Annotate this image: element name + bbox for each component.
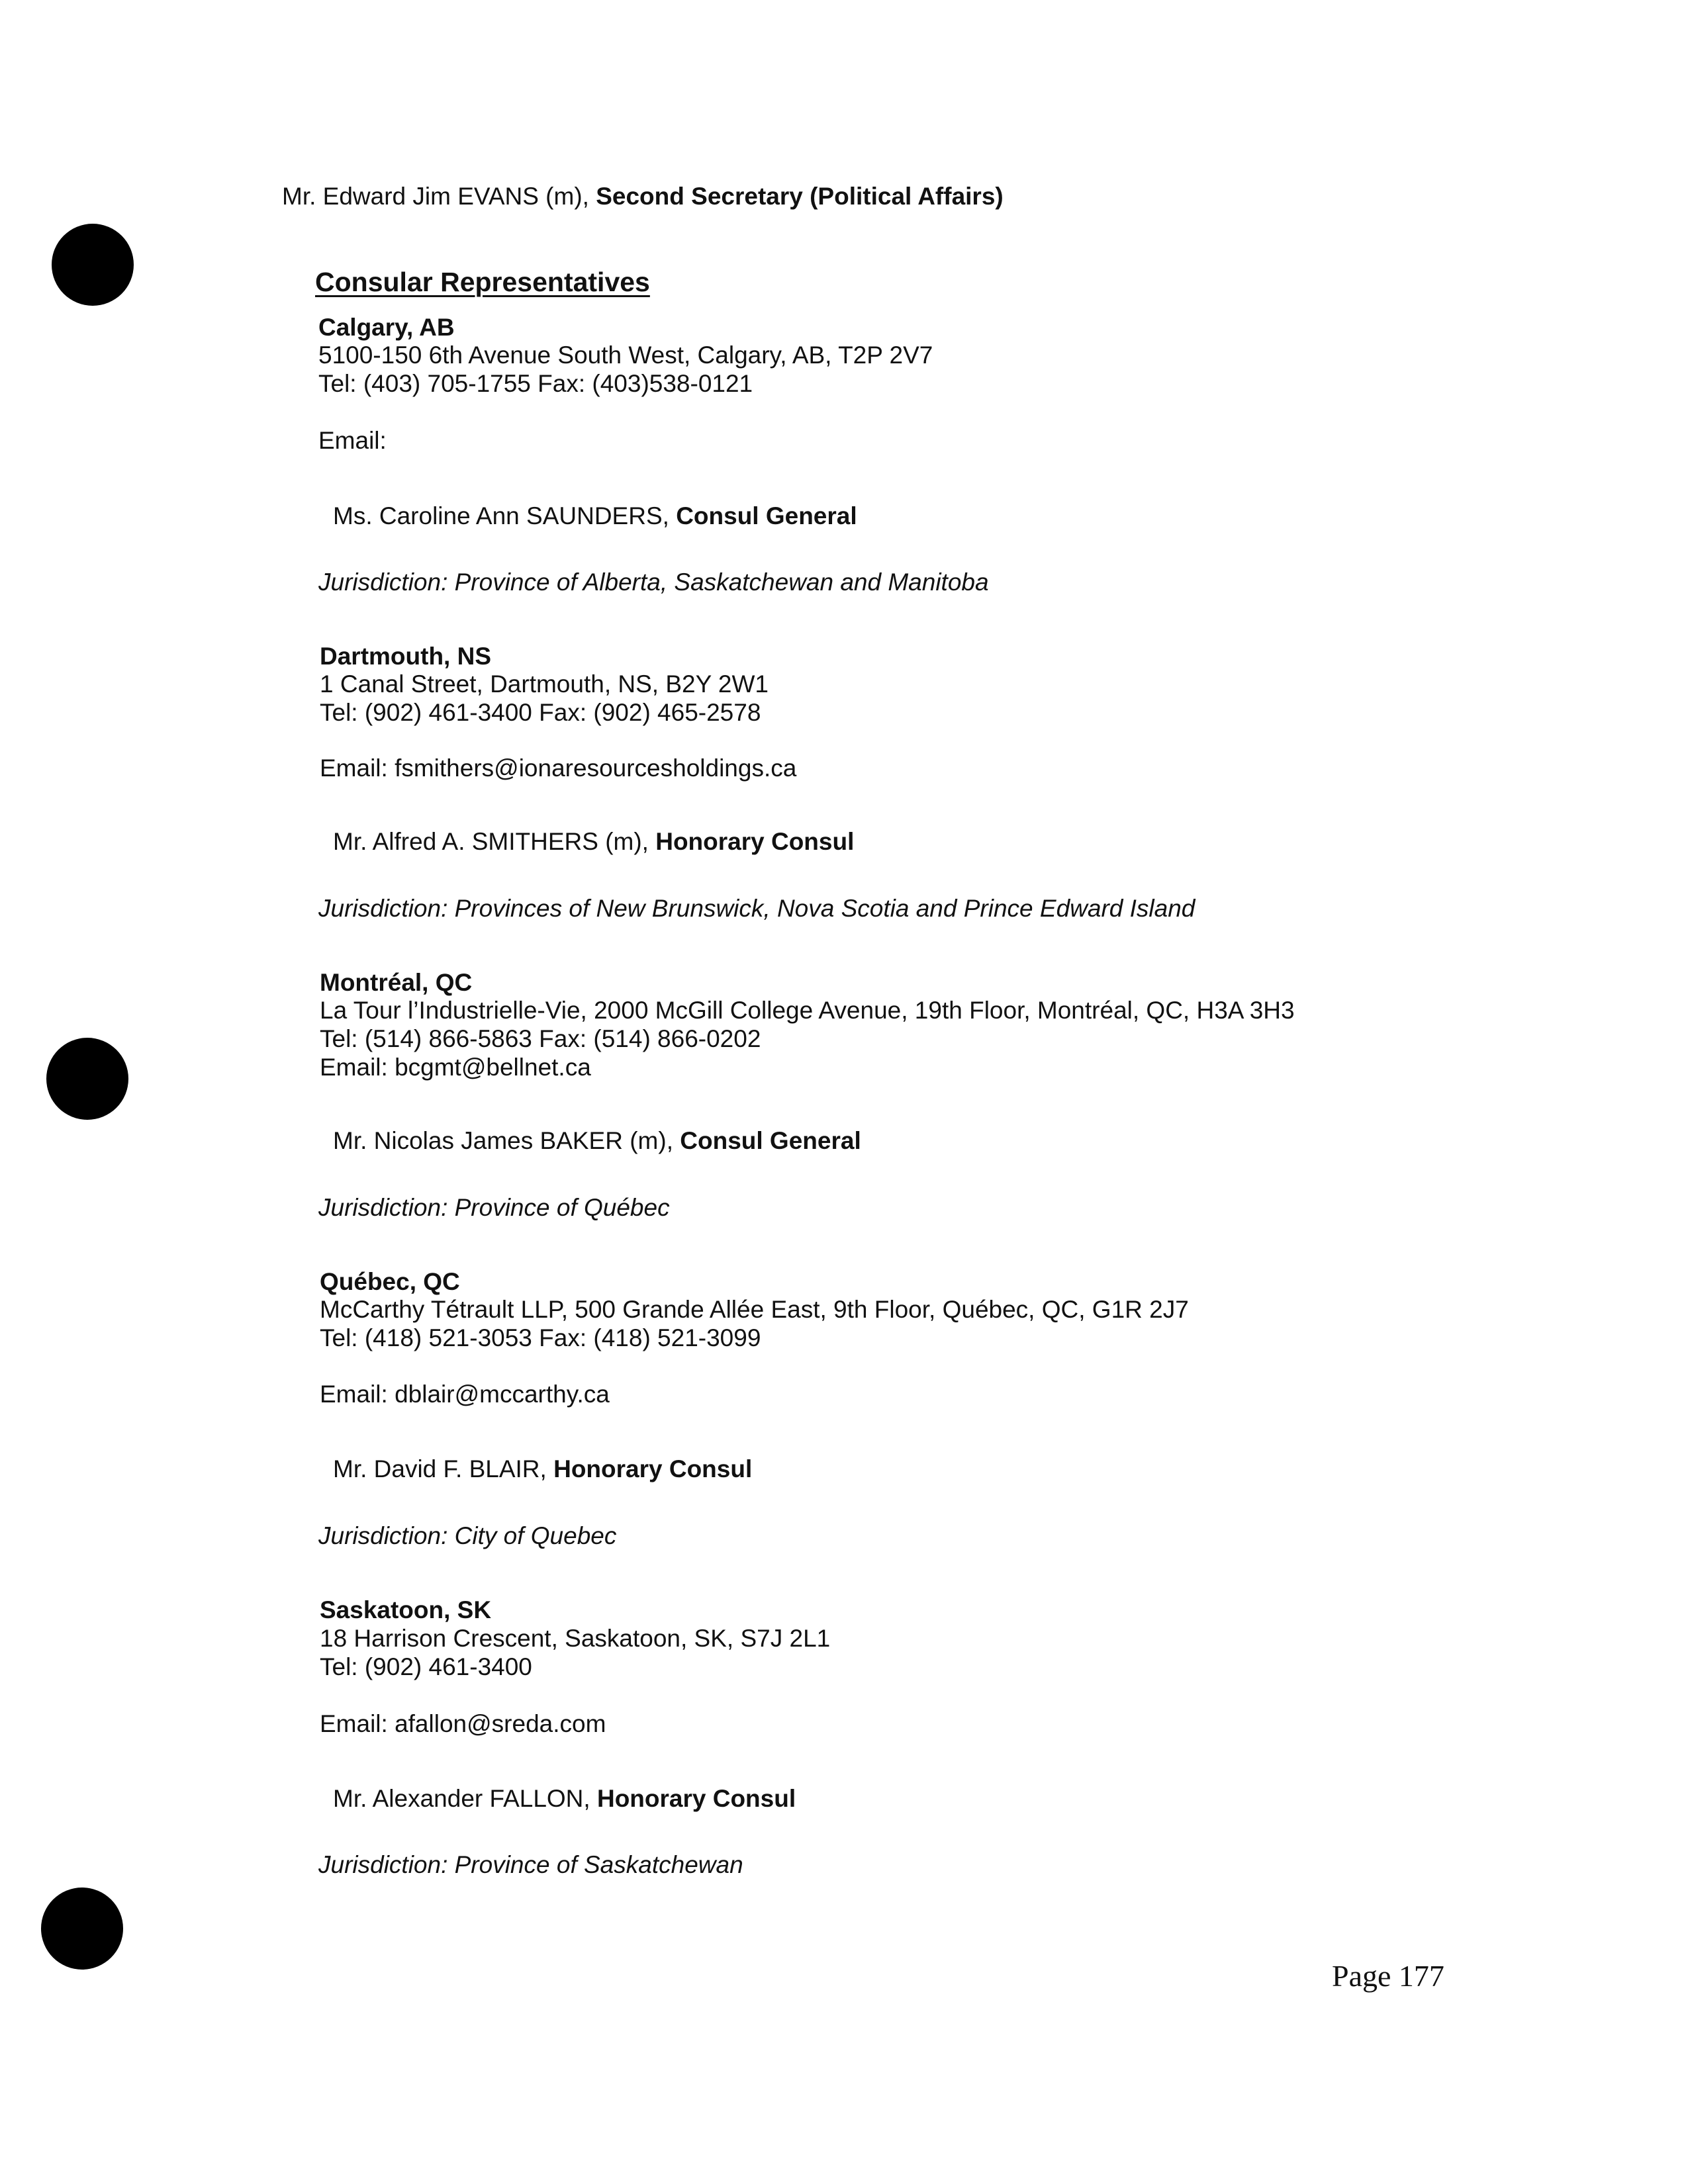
entry-city: Québec, QC [320, 1268, 460, 1295]
entry-phone: Tel: (514) 866-5863 Fax: (514) 866-0202 [320, 1025, 761, 1052]
entry-email: Email: fsmithers@ionaresourcesholdings.ca [320, 754, 797, 782]
entry-email: Email: bcgmt@bellnet.ca [320, 1054, 591, 1081]
person-title: Second Secretary (Political Affairs) [596, 183, 1004, 210]
punch-hole-middle [46, 1038, 128, 1120]
punch-hole-top [52, 224, 134, 306]
person-name: Ms. Caroline Ann SAUNDERS, [333, 502, 677, 529]
entry-person [333, 504, 857, 528]
entry-address: 5100-150 6th Avenue South West, Calgary, AB, T2P 2V7 [318, 341, 933, 369]
person-name: Mr. Edward Jim EVANS (m), [282, 183, 596, 210]
entry-address: McCarthy Tétrault LLP, 500 Grande Allée East, 9th Floor, Québec, QC, G1R 2J7 [320, 1296, 1189, 1323]
person-role: Consul General [680, 1127, 861, 1154]
person-role: Honorary Consul [655, 828, 855, 855]
entry-city: Calgary, AB [318, 314, 455, 341]
person-name: Mr. Alexander FALLON, [333, 1785, 597, 1812]
person-name: Mr. David F. BLAIR, [333, 1455, 554, 1482]
person-role: Honorary Consul [553, 1455, 753, 1482]
entry-phone: Tel: (902) 461-3400 [320, 1653, 532, 1680]
entry-city: Dartmouth, NS [320, 643, 491, 670]
entry-phone: Tel: (418) 521-3053 Fax: (418) 521-3099 [320, 1324, 761, 1351]
person-name: Mr. Nicolas James BAKER (m), [333, 1127, 680, 1154]
entry-email: Email: afallon@sreda.com [320, 1710, 606, 1737]
entry-person [333, 1786, 796, 1811]
person-role: Consul General [676, 502, 857, 529]
entry-city: Montréal, QC [320, 969, 473, 996]
entry-person [333, 1128, 861, 1153]
entry-email: Email: [318, 427, 387, 454]
punch-hole-bottom [41, 1888, 123, 1970]
top-line [282, 184, 1004, 208]
entry-jurisdiction: Jurisdiction: City of Quebec [318, 1522, 617, 1549]
entry-jurisdiction: Jurisdiction: Province of Québec [318, 1194, 670, 1221]
entry-email: Email: dblair@mccarthy.ca [320, 1381, 610, 1408]
section-heading: Consular Representatives [315, 267, 650, 297]
entry-address: La Tour l’Industrielle-Vie, 2000 McGill College Avenue, 19th Floor, Montréal, QC, H3A 3H3 [320, 997, 1295, 1024]
entry-person [333, 1457, 752, 1481]
entry-jurisdiction: Jurisdiction: Province of Saskatchewan [318, 1851, 743, 1878]
entry-jurisdiction: Jurisdiction: Provinces of New Brunswick, Nova Scotia and Prince Edward Island [318, 895, 1196, 922]
entry-jurisdiction: Jurisdiction: Province of Alberta, Saskatchewan and Manitoba [318, 569, 989, 596]
entry-phone: Tel: (902) 461-3400 Fax: (902) 465-2578 [320, 699, 761, 726]
entry-phone: Tel: (403) 705-1755 Fax: (403)538-0121 [318, 370, 753, 397]
entry-address: 18 Harrison Crescent, Saskatoon, SK, S7J 2L1 [320, 1625, 831, 1652]
entry-address: 1 Canal Street, Dartmouth, NS, B2Y 2W1 [320, 670, 769, 698]
entry-person [333, 829, 854, 854]
person-name: Mr. Alfred A. SMITHERS (m), [333, 828, 656, 855]
person-role: Honorary Consul [596, 1785, 796, 1812]
entry-city: Saskatoon, SK [320, 1596, 492, 1623]
page-number: Page 177 [1332, 1959, 1444, 1993]
